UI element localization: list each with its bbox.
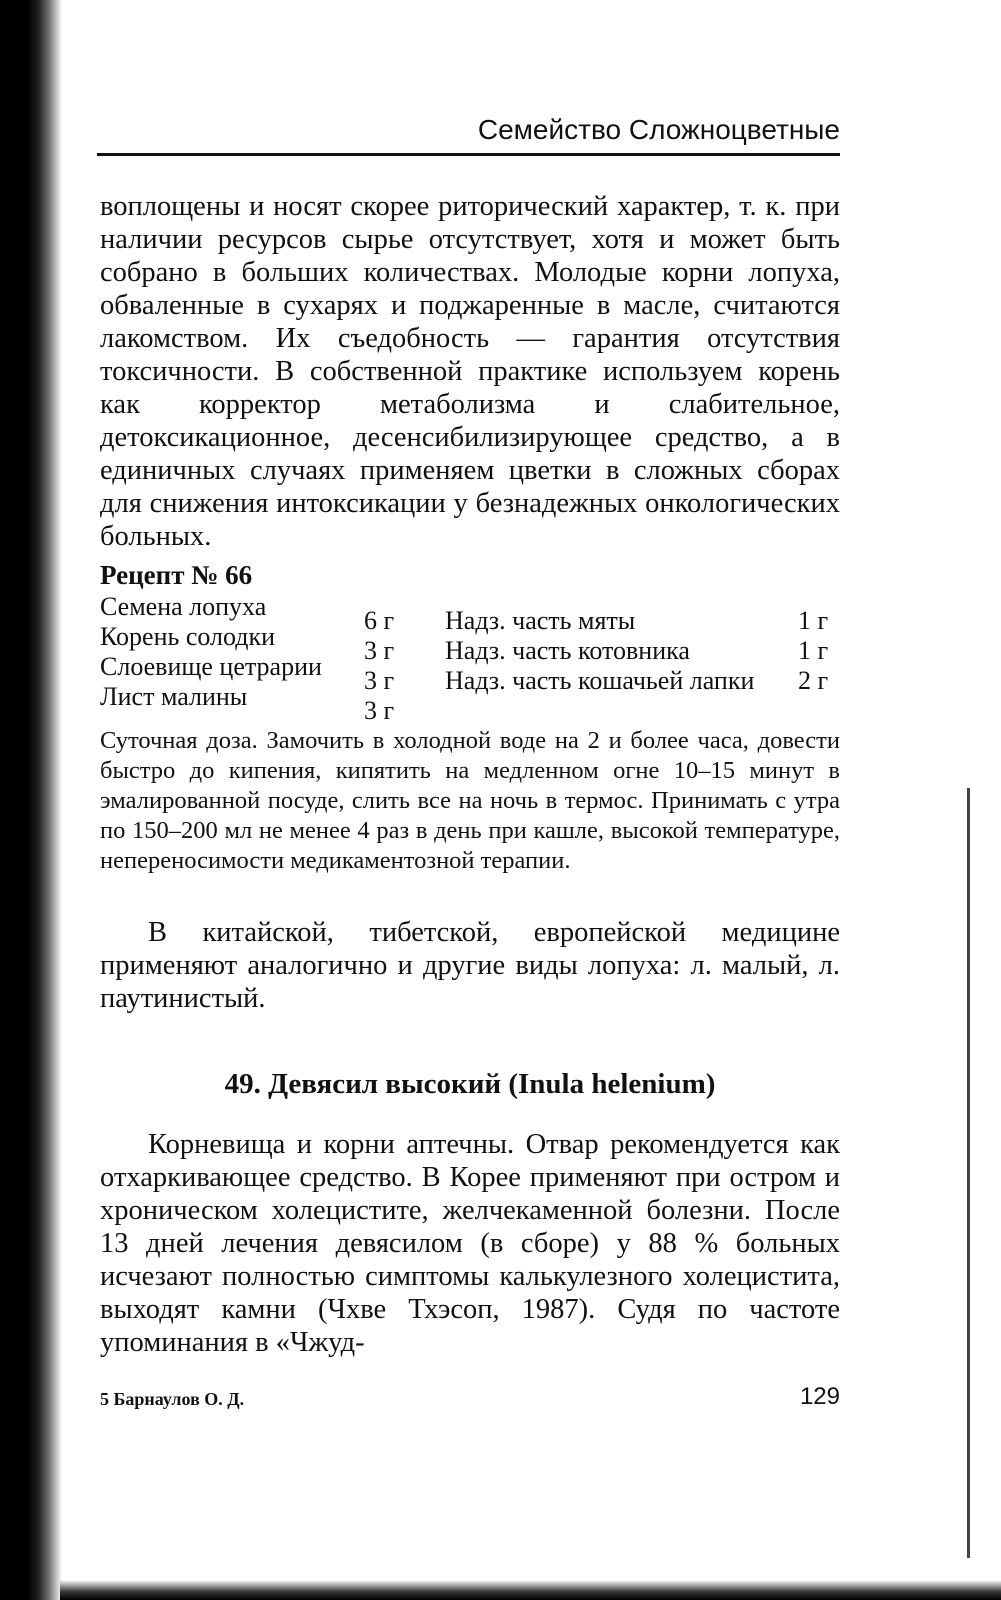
ingredient-name: Корень солодки bbox=[100, 622, 276, 651]
recipe-ingredients-right-names bbox=[445, 606, 790, 696]
body-paragraph-3: Корневища и корни аптечны. Отвар рекомендуется как отхаркивающее средство. В Корее применяют при остром и хроническом холецистите, желчекаменной болезни. После 13 дней лечения девясилом (в сборе) у 88 % больных исчезают полностью симптомы калькулезного холецистита, выходят камни (Чхве Тхэсоп, 1987). Судя по частоте упоминания в «Чжуд- bbox=[100, 1129, 840, 1358]
ingredient-name: Надз. часть кошачьей лапки bbox=[445, 666, 755, 695]
ingredient-amount: 3 г bbox=[364, 696, 395, 725]
ingredient-amount: 3 г bbox=[364, 666, 395, 695]
ingredient-name: Надз. часть мяты bbox=[445, 606, 636, 635]
body-paragraph-1: воплощены и носят скорее риторический характер, т. к. при наличии ресурсов сырье отсутствует, хотя и может быть собрано в больших количествах. Молодые корни лопуха, обваленные в сухарях и поджаренные в масле, считаются лакомством. Их съедобность — гарантия отсутствия токсичности. В собственной практике используем корень как корректор метаболизма и слабительное, детоксикационное, десенсибилизирующее средство, а в единичных случаях применяем цветки в сложных сборах для снижения интоксикации у безнадежных онкологических больных. bbox=[100, 191, 840, 552]
recipe-title: Рецепт № 66 bbox=[100, 560, 253, 590]
ingredient-amount: 2 г bbox=[798, 666, 829, 695]
section-heading: 49. Девясил высокий (Inula helenium) bbox=[224, 1068, 716, 1100]
ingredient-amount: 6 г bbox=[364, 606, 395, 635]
recipe-ingredients-right-amounts bbox=[798, 606, 843, 696]
running-header: Семейство Сложноцветные bbox=[477, 114, 840, 145]
ingredient-name: Лист малины bbox=[100, 682, 248, 711]
scan-shadow-bottom bbox=[60, 1580, 1001, 1600]
recipe-ingredients-left-amounts bbox=[364, 606, 414, 726]
ingredient-amount: 1 г bbox=[798, 636, 829, 665]
scan-shadow-left bbox=[0, 0, 62, 1600]
ingredient-name: Надз. часть котовника bbox=[445, 636, 690, 665]
ingredient-name: Семена лопуха bbox=[100, 592, 267, 621]
scan-artifact-line bbox=[967, 788, 970, 1558]
ingredient-amount: 3 г bbox=[364, 636, 395, 665]
signature-note: 5 Барнаулов О. Д. bbox=[100, 1389, 245, 1409]
recipe-dosage: Суточная доза. Замочить в холодной воде на 2 и более часа, довести быстро до кипения, кипятить на медленном огне 10–15 минут в эмалированной посуде, слить все на ночь в термос. Принимать с утра по 150–200 мл не менее 4 раз в день при кашле, высокой температуре, непереносимости медикаментозной терапии. bbox=[100, 727, 840, 874]
header-rule bbox=[97, 153, 840, 156]
recipe-ingredients-left-names bbox=[100, 592, 360, 712]
ingredient-name: Слоевище цетрарии bbox=[100, 652, 322, 681]
ingredient-amount: 1 г bbox=[798, 606, 829, 635]
page-number: 129 bbox=[799, 1383, 840, 1410]
body-paragraph-2: В китайской, тибетской, европейской медицине применяют аналогично и другие виды лопуха: л. малый, л. паутинистый. bbox=[100, 917, 840, 1014]
